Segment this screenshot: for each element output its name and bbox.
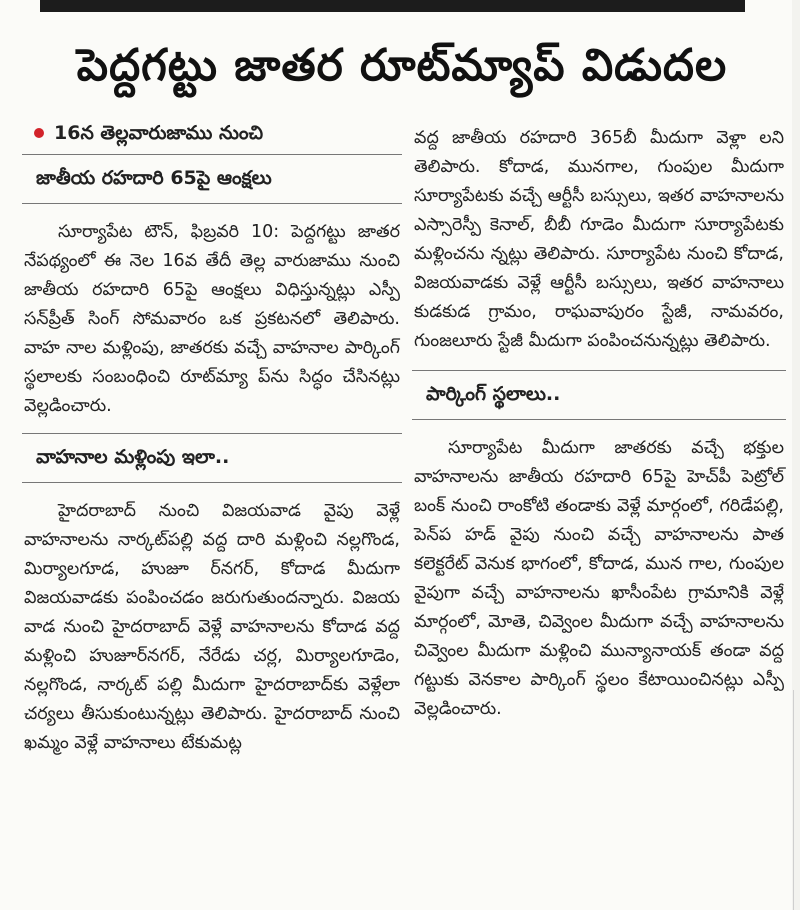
divider bbox=[412, 370, 786, 371]
kicker-text: 16న తెల్లవారుజాము నుంచి bbox=[54, 122, 264, 144]
red-bullet-icon bbox=[34, 128, 44, 138]
divider bbox=[22, 433, 402, 434]
divider bbox=[22, 482, 402, 483]
parking-paragraph: సూర్యాపేట మీదుగా జాతరకు వచ్చే భక్తుల వాహనాలను జాతీయ రహదారి 65పై హెచ్‌పీ పెట్రోల్‌ బంక్‌ నుంచి రాంకోటి తండాకు వెళ్లే మార్గంలో, గరిడేపల్లి, పెన్‌ప హడ్‌ వైపు నుంచి వచ్చే వాహనాలను పాత కలెక్టరేట్‌ వెనుక భాగంలో, కోదాడ, మున గాల, గుంపుల వైపుగా వచ్చే వాహనాలను ఖాసీంపేట గ్రామానికి వెళ్లే మార్గంలో, మోతె, చివ్వెంల మీదుగా వచ్చే వాహనాలను చివ్వెంల మీదుగా మళ్లించి మున్యానాయక్‌ తండా వద్ద గట్టుకు వెనకాల పార్కింగ్‌ స్థలం కేటాయించినట్లు ఎస్పీ వెల్లడించారు. bbox=[414, 438, 784, 719]
divider bbox=[412, 419, 786, 420]
subheading-restrictions: జాతీయ రహదారి 65పై ఆంక్షలు bbox=[36, 167, 272, 189]
divider bbox=[22, 154, 402, 155]
intro-paragraph: సూర్యాపేట టౌన్‌, ఫిబ్రవరి 10: పెద్దగట్టు జాతర నేపథ్యంలో ఈ నెల 16వ తేదీ తెల్ల వారుజాము నుంచి జాతీయ రహదారి 65పై ఆంక్షలు విధిస్తున్నట్లు ఎస్పీ సన్‌ప్రీత్‌ సింగ్‌ సోమవారం ఒక ప్రకటనలో తెలిపారు. వాహ నాల మళ్లింపు, జాతరకు వచ్చే వాహనాల పార్కింగ్‌ స్థలాలకు సంబంధించి రూట్‌మ్యా ప్‌ను సిద్ధం చేసినట్లు వెల్లడించారు. bbox=[24, 222, 400, 416]
right-column bbox=[412, 124, 786, 724]
diversion-paragraph: హైదరాబాద్‌ నుంచి విజయవాడ వైపు వెళ్లే వాహనాలను నార్కట్‌పల్లి వద్ద దారి మళ్లించి నల్లగొండ, మిర్యాలగూడ, హుజూ ర్‌నగర్‌, కోదాడ మీదుగా విజయవాడకు పంపించడం జరుగుతుందన్నారు. విజయ వాడ నుంచి హైదరాబాద్‌ వెళ్లే వాహనాలను కోదాడ వద్ద మళ్లించి హుజూర్‌నగర్‌, నేరేడు చర్ల, మిర్యాలగూడెం, నల్లగొండ, నార్కట్‌ పల్లి మీదుగా హైదరాబాద్‌కు వెళ్లేలా చర్యలు తీసుకుంటున్నట్లు తెలిపారు. హైదరాబాద్‌ నుంచి ఖమ్మం వెళ్లే వాహనాలు టేకుమట్ల bbox=[24, 501, 400, 753]
divider bbox=[22, 203, 402, 204]
top-banner-bar bbox=[40, 0, 745, 12]
fold-line bbox=[793, 690, 794, 910]
continued-paragraph: వద్ద జాతీయ రహదారి 365బీ మీదుగా వెళ్లా లని తెలిపారు. కోదాడ, మునగాల, గుంపుల మీదుగా సూర్యాపేటకు వచ్చే ఆర్టీసీ బస్సులు, ఇతర వాహనాలను ఎస్సారెస్పీ కెనాల్‌, బీబీ గూడెం మీదుగా సూర్యాపేటకు మళ్లించను న్నట్లు తెలిపారు. సూర్యాపేట నుంచి కోదాడ, విజయవాడకు వెళ్లే ఆర్టీసీ బస్సులు, ఇతర వాహనాలు కుడకుడ గ్రామం, రాఘవాపురం స్టేజీ, నామవరం, గుంజలూరు స్టేజీ మీదుగా పంపించనున్నట్లు తెలిపారు. bbox=[414, 128, 784, 351]
subheading-diversion: వాహనాల మళ్లింపు ఇలా.. bbox=[36, 446, 230, 468]
kicker-line bbox=[22, 118, 402, 148]
left-column bbox=[22, 118, 402, 758]
article-headline: పెద్దగట్టు జాతర రూట్‌మ్యాప్‌ విడుదల bbox=[76, 40, 728, 91]
subheading-parking: పార్కింగ్‌ స్థలాలు.. bbox=[426, 383, 561, 405]
